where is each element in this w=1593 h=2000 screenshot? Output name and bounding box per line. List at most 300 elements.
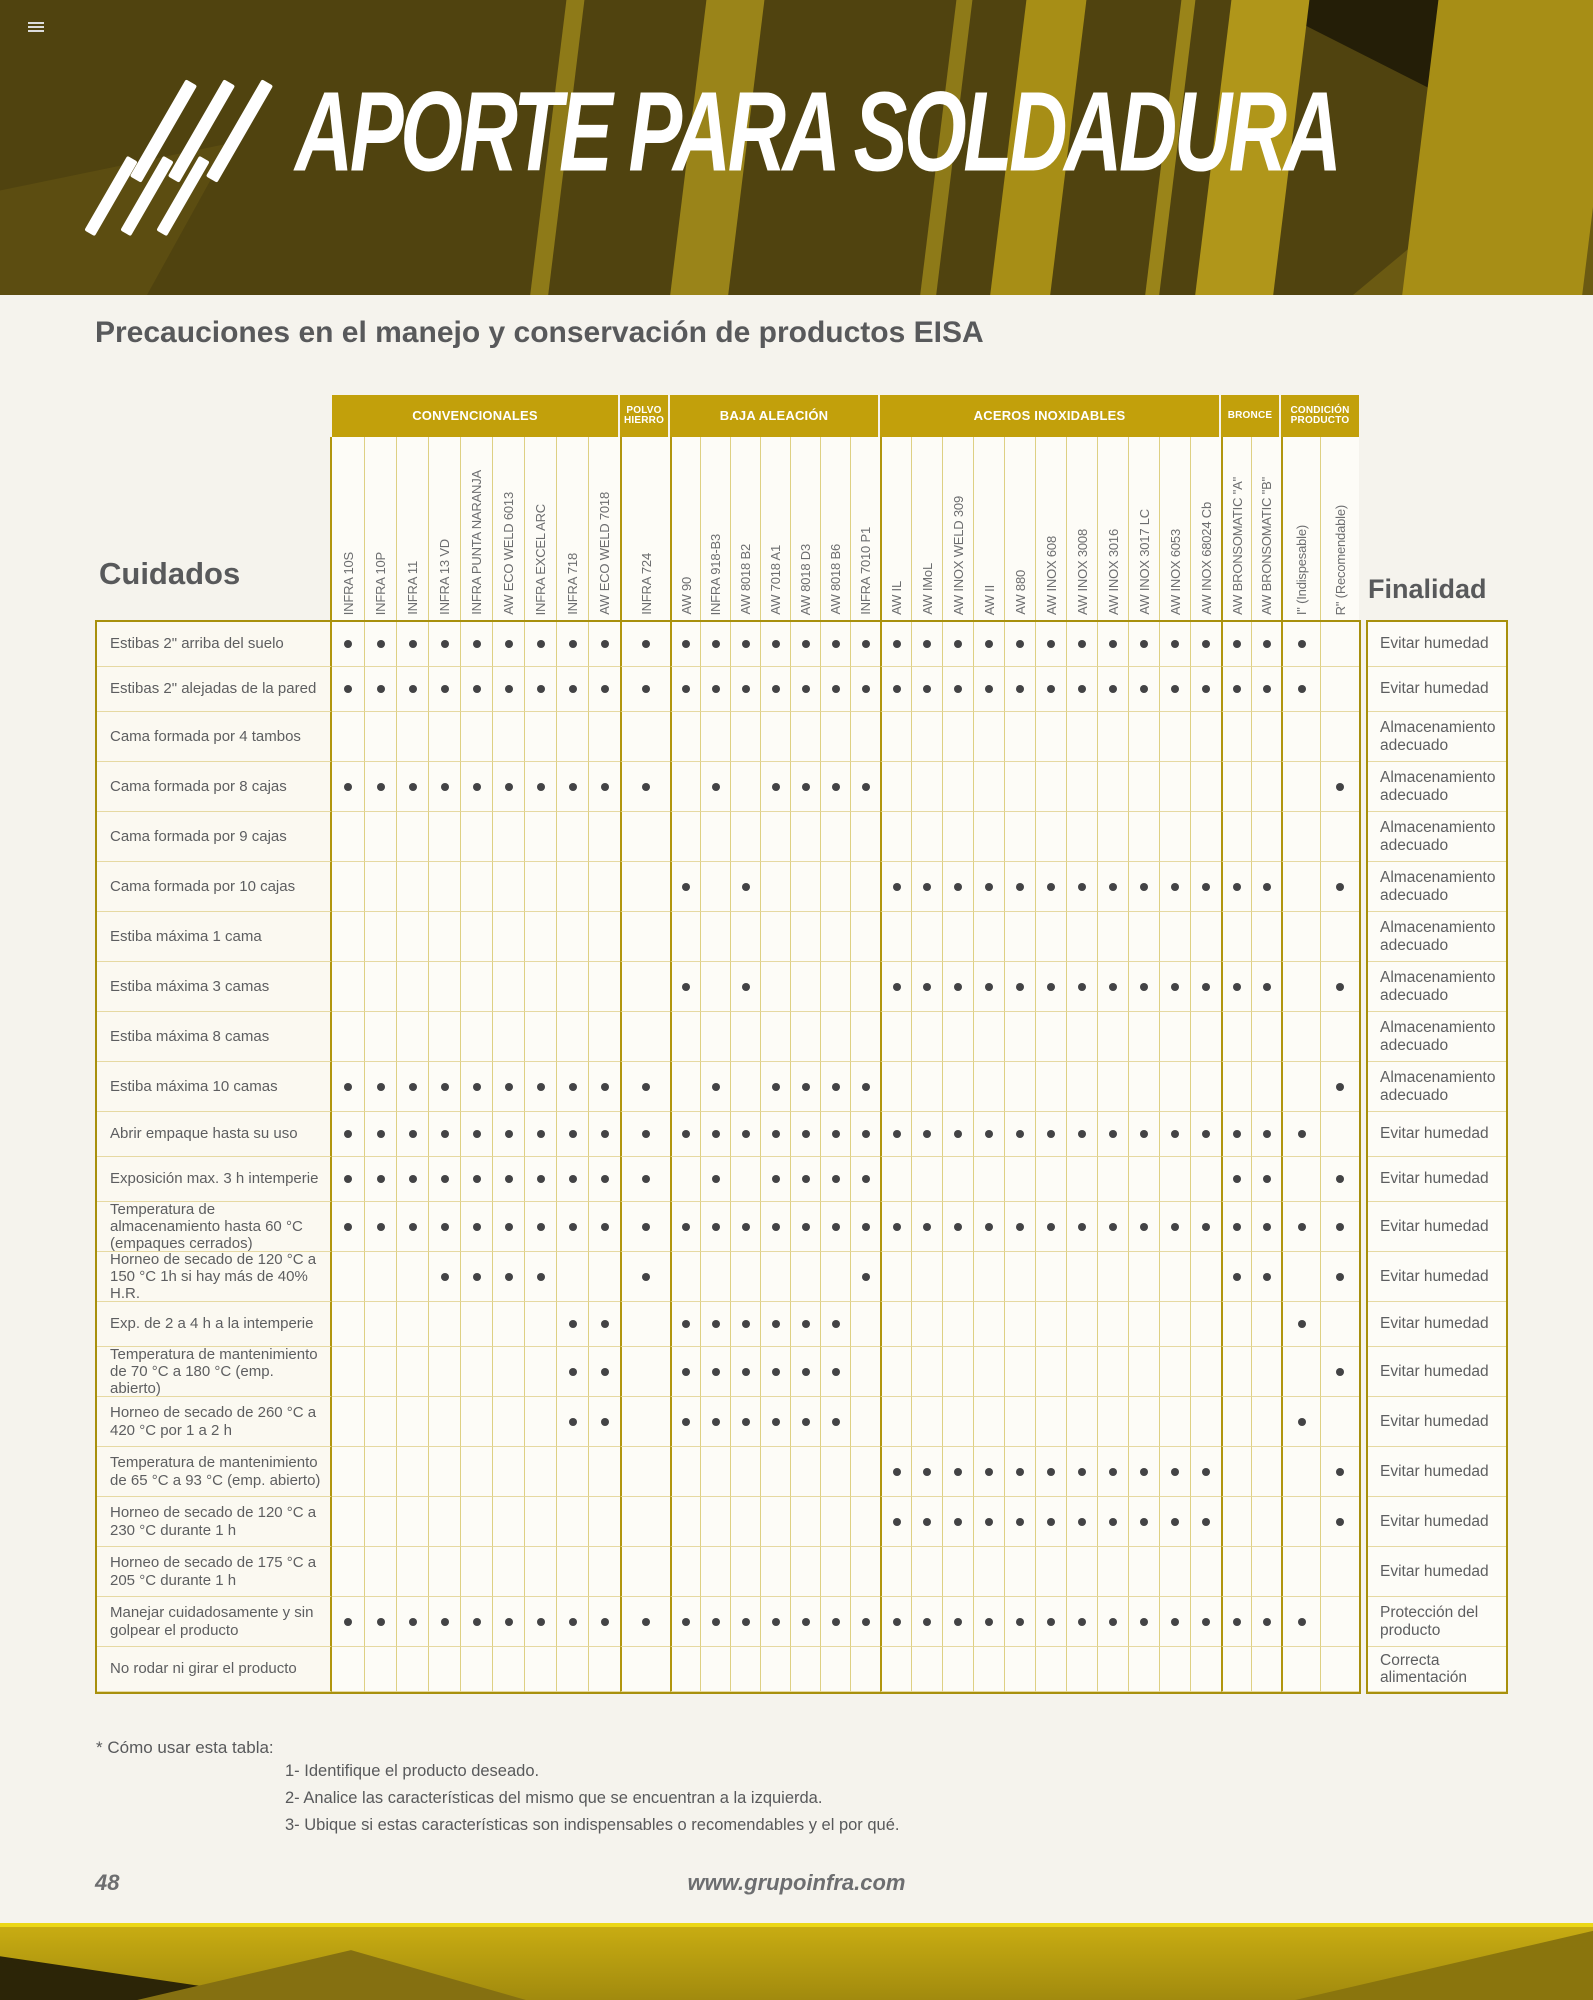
grid-cell xyxy=(620,622,670,667)
grid-cell xyxy=(396,862,428,912)
grid-cell xyxy=(524,862,556,912)
dot-marker xyxy=(344,640,352,648)
column-header-aw-inox-weld-309 xyxy=(942,437,973,620)
grid-cell xyxy=(1097,1547,1128,1597)
grid-cell xyxy=(973,1597,1004,1647)
grid-cell xyxy=(820,812,850,862)
grid-cell xyxy=(1190,1497,1221,1547)
grid-cell xyxy=(1281,1302,1320,1347)
grid-cell xyxy=(850,1597,880,1647)
column-header-infra-11 xyxy=(396,437,428,620)
grid-cell xyxy=(428,1112,460,1157)
grid-cell xyxy=(620,812,670,862)
grid-cell xyxy=(396,1062,428,1112)
dot-marker xyxy=(1016,983,1024,991)
dot-marker xyxy=(712,1368,720,1376)
grid-cell xyxy=(670,1302,700,1347)
grid-cell xyxy=(1251,1647,1281,1692)
column-header-label: INFRA 724 xyxy=(638,553,654,615)
grid-cell xyxy=(760,1547,790,1597)
row-label: Temperatura de mantenimiento de 65 °C a 93 °C (emp. abierto) xyxy=(97,1447,332,1497)
grid-cell xyxy=(760,912,790,962)
grid-cell xyxy=(332,667,364,712)
dot-marker xyxy=(642,640,650,648)
column-header-infra-724 xyxy=(620,437,670,620)
grid-cell xyxy=(460,1547,492,1597)
grid-cell xyxy=(1320,1597,1359,1647)
grid-cell xyxy=(850,667,880,712)
grid-cell xyxy=(460,912,492,962)
grid-cell xyxy=(1221,1647,1251,1692)
grid-cell xyxy=(942,762,973,812)
dot-marker xyxy=(441,1618,449,1626)
grid-cell xyxy=(911,1252,942,1302)
grid-cell xyxy=(524,712,556,762)
dot-marker xyxy=(642,1130,650,1138)
grid-cell xyxy=(942,1447,973,1497)
grid-cell xyxy=(460,812,492,862)
dot-marker xyxy=(377,1130,385,1138)
column-header-label: AW IL xyxy=(889,581,904,615)
row-label: Temperatura de mantenimiento de 70 °C a 180 °C (emp. abierto) xyxy=(97,1347,332,1397)
grid-cell xyxy=(1159,812,1190,862)
grid-cell xyxy=(1251,812,1281,862)
dot-marker xyxy=(1263,640,1271,648)
grid-cell xyxy=(428,1547,460,1597)
dot-marker xyxy=(1078,685,1086,693)
row-label: No rodar ni girar el producto xyxy=(97,1647,332,1692)
grid-cell xyxy=(942,1547,973,1597)
grid-cell xyxy=(1035,1202,1066,1252)
dot-marker xyxy=(742,1223,750,1231)
grid-cell xyxy=(364,1012,396,1062)
grid-cell xyxy=(1251,667,1281,712)
dot-marker xyxy=(569,1130,577,1138)
grid-cell xyxy=(1128,1112,1159,1157)
grid-cell xyxy=(1190,1112,1221,1157)
grid-cell xyxy=(460,1062,492,1112)
grid-cell xyxy=(1251,862,1281,912)
grid-cell xyxy=(1320,912,1359,962)
dot-marker xyxy=(505,685,513,693)
grid-cell xyxy=(1221,1012,1251,1062)
grid-cell xyxy=(1221,1302,1251,1347)
finalidad-cell: Evitar humedad xyxy=(1368,1447,1506,1497)
dot-marker xyxy=(1078,1468,1086,1476)
grid-cell xyxy=(1281,1062,1320,1112)
grid-cell xyxy=(942,1062,973,1112)
finalidad-cell: Evitar humedad xyxy=(1368,1112,1506,1157)
dot-marker xyxy=(1202,1618,1210,1626)
grid-cell xyxy=(1066,812,1097,862)
grid-cell xyxy=(332,1447,364,1497)
grid-cell xyxy=(1221,1112,1251,1157)
grid-cell xyxy=(820,1202,850,1252)
grid-cell xyxy=(492,1497,524,1547)
grid-cell xyxy=(1221,622,1251,667)
grid-cell xyxy=(760,1302,790,1347)
grid-cell xyxy=(620,762,670,812)
grid-cell xyxy=(760,762,790,812)
grid-cell xyxy=(1066,862,1097,912)
column-header-label: INFRA 10P xyxy=(373,551,388,615)
dot-marker xyxy=(409,640,417,648)
grid-cell xyxy=(1035,622,1066,667)
grid-cell xyxy=(1159,912,1190,962)
dot-marker xyxy=(712,1418,720,1426)
finalidad-cell: Evitar humedad xyxy=(1368,1252,1506,1302)
grid-cell xyxy=(1097,1347,1128,1397)
group-header-aceros-inoxidables: ACEROS INOXIDABLES xyxy=(880,395,1221,437)
grid-cell xyxy=(880,912,911,962)
grid-cell xyxy=(1221,1597,1251,1647)
grid-cell xyxy=(1159,667,1190,712)
grid-cell xyxy=(1320,1012,1359,1062)
grid-cell xyxy=(1066,1397,1097,1447)
finalidad-column xyxy=(1366,620,1508,1694)
grid-cell xyxy=(1128,1497,1159,1547)
row-label: Estibas 2" alejadas de la pared xyxy=(97,667,332,712)
grid-cell xyxy=(730,1347,760,1397)
dot-marker xyxy=(742,1618,750,1626)
dot-marker xyxy=(1263,883,1271,891)
grid-cell xyxy=(880,1547,911,1597)
grid-cell xyxy=(1281,762,1320,812)
grid-cell xyxy=(1320,812,1359,862)
grid-cell xyxy=(396,812,428,862)
dot-marker xyxy=(772,685,780,693)
grid-cell xyxy=(1251,1347,1281,1397)
table-row xyxy=(97,1062,1359,1112)
grid-cell xyxy=(332,962,364,1012)
grid-cell xyxy=(700,962,730,1012)
grid-cell xyxy=(1281,1012,1320,1062)
dot-marker xyxy=(505,1130,513,1138)
table-row xyxy=(97,1597,1359,1647)
dot-marker xyxy=(712,1320,720,1328)
row-label: Exposición max. 3 h intemperie xyxy=(97,1157,332,1202)
column-header-label: AW INOX 3017 LC xyxy=(1136,509,1152,615)
dot-marker xyxy=(923,1518,931,1526)
grid-cell xyxy=(1128,1647,1159,1692)
grid-cell xyxy=(556,1157,588,1202)
menu-icon[interactable] xyxy=(28,20,44,36)
grid-cell xyxy=(588,962,620,1012)
grid-cell xyxy=(588,1302,620,1347)
dot-marker xyxy=(742,685,750,693)
dot-marker xyxy=(1109,1130,1117,1138)
page-title: APORTE PARA SOLDADURA xyxy=(295,69,1339,196)
dot-marker xyxy=(1233,1223,1241,1231)
grid-cell xyxy=(1066,622,1097,667)
grid-cell xyxy=(1128,962,1159,1012)
grid-cell xyxy=(620,1112,670,1157)
dot-marker xyxy=(1016,640,1024,648)
grid-cell xyxy=(1128,712,1159,762)
dot-marker xyxy=(642,1175,650,1183)
grid-cell xyxy=(911,622,942,667)
grid-cell xyxy=(556,1252,588,1302)
dot-marker xyxy=(537,1618,545,1626)
grid-cell xyxy=(730,812,760,862)
grid-cell xyxy=(820,1597,850,1647)
grid-cell xyxy=(670,1347,700,1397)
dot-marker xyxy=(537,1083,545,1091)
grid-cell xyxy=(588,1202,620,1252)
grid-cell xyxy=(1251,1202,1281,1252)
grid-cell xyxy=(1159,962,1190,1012)
grid-cell xyxy=(790,1302,820,1347)
dot-marker xyxy=(601,1618,609,1626)
grid-cell xyxy=(1281,1397,1320,1447)
table-row xyxy=(97,1112,1359,1157)
grid-cell xyxy=(850,1347,880,1397)
column-header-aw-bronsomatic-b xyxy=(1251,437,1281,620)
dot-marker xyxy=(1202,1130,1210,1138)
grid-cell xyxy=(880,1112,911,1157)
dot-marker xyxy=(409,783,417,791)
grid-cell xyxy=(850,1497,880,1547)
grid-cell xyxy=(364,1597,396,1647)
table-row xyxy=(97,1547,1359,1597)
dot-marker xyxy=(893,685,901,693)
grid-cell xyxy=(620,1647,670,1692)
grid-cell xyxy=(492,622,524,667)
grid-cell xyxy=(790,1062,820,1112)
grid-cell xyxy=(820,712,850,762)
table-row xyxy=(97,712,1359,762)
dot-marker xyxy=(1140,640,1148,648)
grid-cell xyxy=(1128,1252,1159,1302)
finalidad-cell: Evitar humedad xyxy=(1368,1397,1506,1447)
grid-cell xyxy=(880,1447,911,1497)
grid-cell xyxy=(730,622,760,667)
grid-cell xyxy=(911,1302,942,1347)
dot-marker xyxy=(712,1618,720,1626)
table-row xyxy=(97,1347,1359,1397)
row-label: Manejar cuidadosamente y sin golpear el producto xyxy=(97,1597,332,1647)
grid-cell xyxy=(1035,1302,1066,1347)
grid-cell xyxy=(942,1397,973,1447)
grid-cell xyxy=(588,1062,620,1112)
grid-cell xyxy=(1097,1647,1128,1692)
dot-marker xyxy=(682,640,690,648)
grid-cell xyxy=(1221,762,1251,812)
dot-marker xyxy=(473,1130,481,1138)
grid-cell xyxy=(942,912,973,962)
grid-cell xyxy=(973,1062,1004,1112)
dot-marker xyxy=(569,1083,577,1091)
finalidad-cell: Almacenamiento adecuado xyxy=(1368,812,1506,862)
grid-cell xyxy=(911,962,942,1012)
grid-cell xyxy=(942,1347,973,1397)
grid-cell xyxy=(1159,1597,1190,1647)
grid-cell xyxy=(1035,1062,1066,1112)
grid-cell xyxy=(730,1062,760,1112)
grid-cell xyxy=(670,962,700,1012)
grid-cell xyxy=(460,862,492,912)
grid-cell xyxy=(364,1202,396,1252)
column-header-label: AW 8018 B2 xyxy=(738,544,753,615)
grid-cell xyxy=(700,1157,730,1202)
grid-cell xyxy=(973,1252,1004,1302)
dot-marker xyxy=(505,1083,513,1091)
column-header-label: INFRA 11 xyxy=(405,561,420,615)
grid-cell xyxy=(1251,912,1281,962)
grid-cell xyxy=(1066,1347,1097,1397)
dot-marker xyxy=(1202,883,1210,891)
grid-cell xyxy=(790,622,820,667)
dot-marker xyxy=(642,1273,650,1281)
dot-marker xyxy=(1047,1518,1055,1526)
grid-cell xyxy=(1251,1062,1281,1112)
grid-cell xyxy=(1159,762,1190,812)
grid-cell xyxy=(700,812,730,862)
column-header-label: INFRA EXCEL ARC xyxy=(533,503,548,615)
grid-cell xyxy=(1159,1062,1190,1112)
dot-marker xyxy=(344,1130,352,1138)
grid-cell xyxy=(524,1397,556,1447)
dot-marker xyxy=(923,1130,931,1138)
grid-cell xyxy=(396,712,428,762)
table-row xyxy=(97,912,1359,962)
column-header-label: AW BRONSOMATIC "B" xyxy=(1259,477,1274,615)
table-row xyxy=(97,1012,1359,1062)
grid-cell xyxy=(880,622,911,667)
dot-marker xyxy=(772,1223,780,1231)
grid-cell xyxy=(588,622,620,667)
grid-cell xyxy=(1221,862,1251,912)
grid-cell xyxy=(820,1647,850,1692)
dot-marker xyxy=(893,883,901,891)
grid-cell xyxy=(973,667,1004,712)
grid-cell xyxy=(492,1157,524,1202)
dot-marker xyxy=(1263,983,1271,991)
grid-cell xyxy=(620,1597,670,1647)
grid-cell xyxy=(332,1157,364,1202)
dot-marker xyxy=(601,1320,609,1328)
grid-cell xyxy=(556,1547,588,1597)
grid-cell xyxy=(820,1062,850,1112)
grid-cell xyxy=(850,762,880,812)
column-header-label: AW ECO WELD 6013 xyxy=(501,492,516,615)
grid-cell xyxy=(820,622,850,667)
dot-marker xyxy=(1263,1130,1271,1138)
grid-cell xyxy=(850,1647,880,1692)
grid-cell xyxy=(820,962,850,1012)
dot-marker xyxy=(1016,883,1024,891)
grid-cell xyxy=(524,912,556,962)
grid-cell xyxy=(332,1252,364,1302)
grid-cell xyxy=(760,1447,790,1497)
grid-cell xyxy=(1159,1252,1190,1302)
grid-cell xyxy=(670,1112,700,1157)
column-header-spacer xyxy=(97,437,332,620)
grid-cell xyxy=(700,1647,730,1692)
dot-marker xyxy=(682,1368,690,1376)
grid-cell xyxy=(670,1012,700,1062)
grid-cell xyxy=(364,1497,396,1547)
dot-marker xyxy=(409,1083,417,1091)
dot-marker xyxy=(772,1320,780,1328)
grid-cell xyxy=(942,1202,973,1252)
grid-cell xyxy=(1251,762,1281,812)
grid-cell xyxy=(1128,1157,1159,1202)
grid-cell xyxy=(1066,1112,1097,1157)
grid-cell xyxy=(911,1157,942,1202)
row-label: Horneo de secado de 120 °C a 230 °C durante 1 h xyxy=(97,1497,332,1547)
grid-cell xyxy=(670,622,700,667)
dot-marker xyxy=(772,640,780,648)
dot-marker xyxy=(742,1130,750,1138)
grid-cell xyxy=(1221,812,1251,862)
row-label: Horneo de secado de 260 °C a 420 °C por 1 a 2 h xyxy=(97,1397,332,1447)
grid-cell xyxy=(1128,1547,1159,1597)
grid-cell xyxy=(332,1347,364,1397)
grid-cell xyxy=(1097,667,1128,712)
dot-marker xyxy=(441,640,449,648)
grid-cell xyxy=(556,622,588,667)
dot-marker xyxy=(1016,1618,1024,1626)
dot-marker xyxy=(954,685,962,693)
dot-marker xyxy=(742,883,750,891)
grid-cell xyxy=(760,1397,790,1447)
grid-cell xyxy=(1066,762,1097,812)
dot-marker xyxy=(601,640,609,648)
grid-cell xyxy=(1190,712,1221,762)
grid-cell xyxy=(1320,862,1359,912)
grid-cell xyxy=(1066,962,1097,1012)
grid-cell xyxy=(428,1397,460,1447)
dot-marker xyxy=(569,783,577,791)
grid-cell xyxy=(556,1302,588,1347)
grid-cell xyxy=(911,667,942,712)
grid-cell xyxy=(1320,1112,1359,1157)
grid-cell xyxy=(1320,1062,1359,1112)
grid-cell xyxy=(556,812,588,862)
grid-cell xyxy=(911,1447,942,1497)
grid-cell xyxy=(942,1012,973,1062)
grid-cell xyxy=(820,1447,850,1497)
grid-cell xyxy=(700,1302,730,1347)
row-label: Estiba máxima 3 camas xyxy=(97,962,332,1012)
grid-cell xyxy=(460,962,492,1012)
grid-cell xyxy=(588,1547,620,1597)
grid-cell xyxy=(1251,962,1281,1012)
grid-cell xyxy=(973,1547,1004,1597)
dot-marker xyxy=(1263,1618,1271,1626)
dot-marker xyxy=(742,1368,750,1376)
table-row xyxy=(97,862,1359,912)
grid-cell xyxy=(524,1347,556,1397)
column-header-label: R" (Recomendable) xyxy=(1332,504,1348,615)
column-header-infra-918-b3 xyxy=(700,437,730,620)
grid-cell xyxy=(1190,622,1221,667)
grid-cell xyxy=(524,1202,556,1252)
grid-cell xyxy=(973,1397,1004,1447)
dot-marker xyxy=(772,1175,780,1183)
dot-marker xyxy=(712,640,720,648)
dot-marker xyxy=(712,685,720,693)
grid-cell xyxy=(1066,1597,1097,1647)
dot-marker xyxy=(1140,983,1148,991)
grid-cell xyxy=(428,812,460,862)
grid-cell xyxy=(670,812,700,862)
grid-cell xyxy=(790,1252,820,1302)
grid-cell xyxy=(760,962,790,1012)
dot-marker xyxy=(473,1175,481,1183)
grid-cell xyxy=(1097,1157,1128,1202)
